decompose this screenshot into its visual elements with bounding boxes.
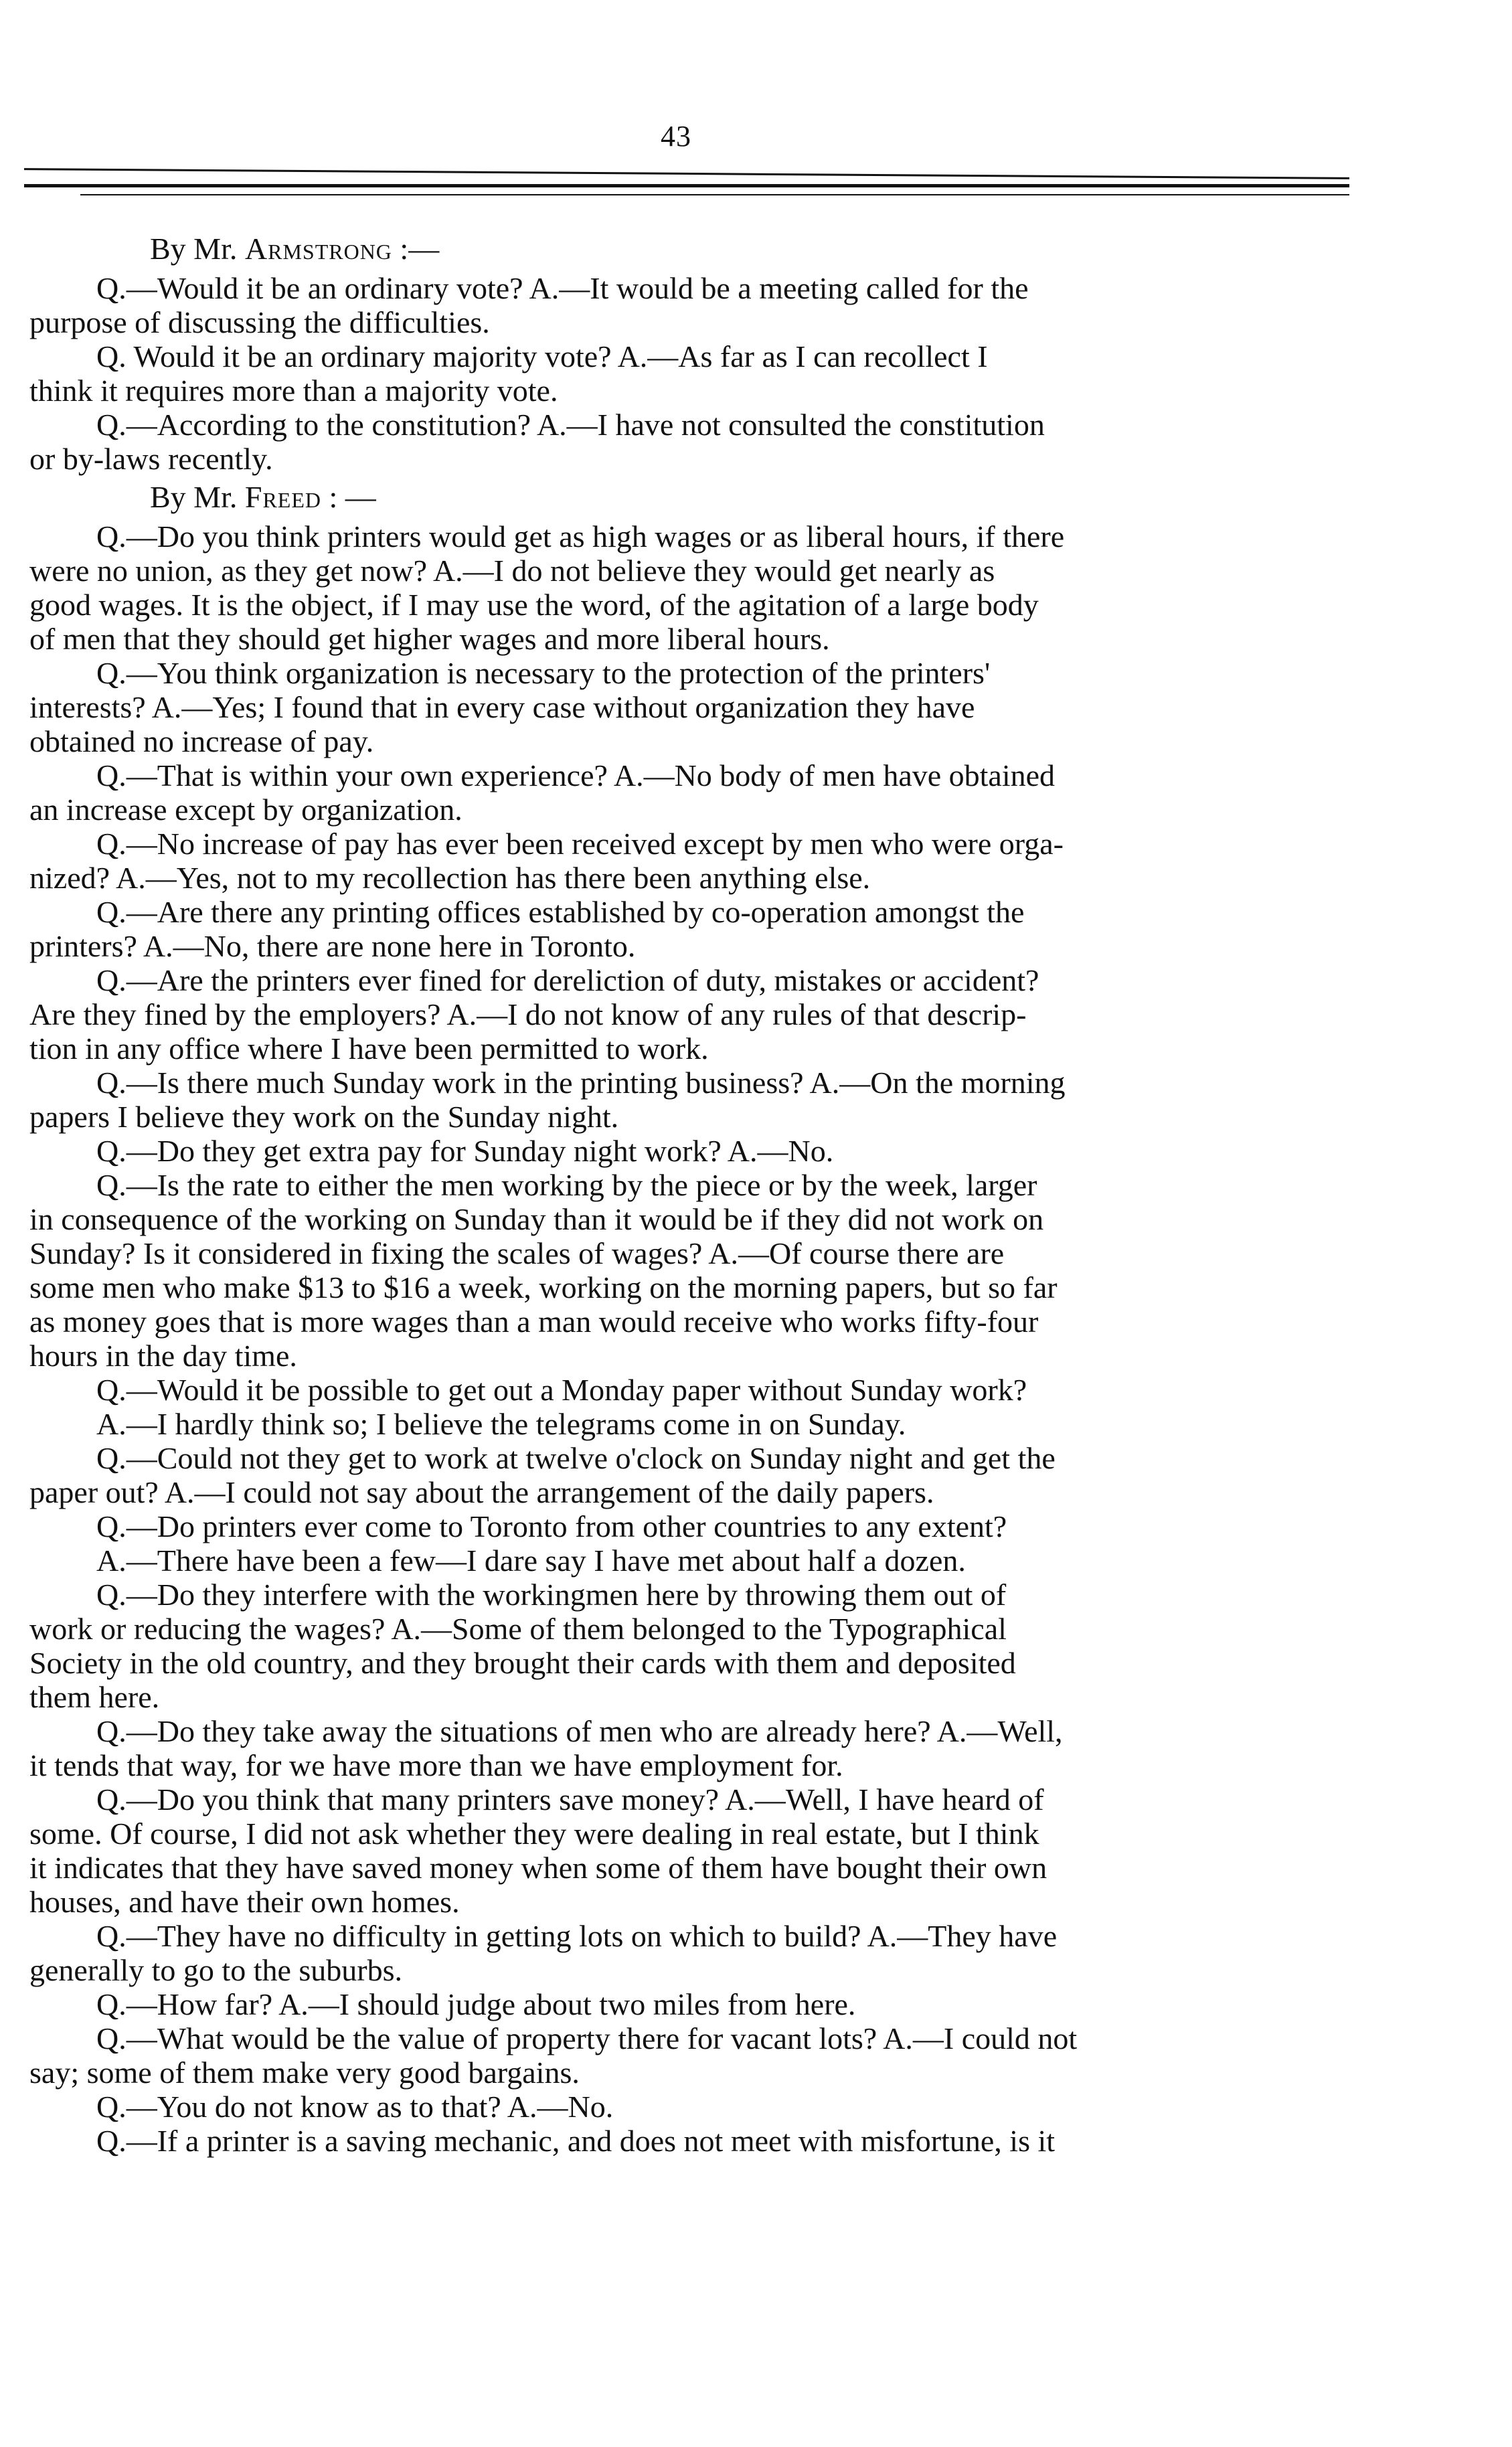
text-line: were no union, as they get now? A.—I do not believe they would get nearly as (29, 554, 995, 588)
text-line: Q.—Are the printers ever fined for dereliction of duty, mistakes or accident? (96, 963, 1039, 997)
text-line: Q.—No increase of pay has ever been received except by men who were orga- (96, 827, 1064, 861)
text-line: Q.—Would it be an ordinary vote? A.—It would be a meeting called for the (96, 271, 1029, 305)
text-line: Are they fined by the employers? A.—I do not know of any rules of that descrip- (29, 997, 1027, 1031)
text-line: obtained no increase of pay. (29, 724, 374, 758)
body-text (29, 228, 1351, 2158)
text-line: Q.—Are there any printing offices established by co-operation amongst the (96, 895, 1025, 929)
text-line: tion in any office where I have been permitted to work. (29, 1031, 709, 1066)
text-line: say; some of them make very good bargains. (29, 2055, 580, 2090)
text-line: Q.—Do they get extra pay for Sunday night work? A.—No. (96, 1134, 834, 1168)
text-line: Q.—Do you think printers would get as high wages or as liberal hours, if there (96, 519, 1065, 554)
header-rule-middle (24, 184, 1349, 187)
text-line: as money goes that is more wages than a man would receive who works fifty-four (29, 1304, 1039, 1339)
header-rule-top (24, 168, 1349, 179)
text-line: houses, and have their own homes. (29, 1885, 460, 1919)
text-line: think it requires more than a majority vote. (29, 373, 558, 408)
text-line: Q.—How far? A.—I should judge about two miles from here. (96, 1987, 856, 2021)
text-line: Q.—Do they interfere with the workingmen here by throwing them out of (96, 1578, 1007, 1612)
text-line: Q.—Is there much Sunday work in the printing business? A.—On the morning (96, 1066, 1066, 1100)
text-line: papers I believe they work on the Sunday night. (29, 1100, 619, 1134)
text-line: purpose of discussing the difficulties. (29, 305, 490, 339)
text-line: Q.—Do printers ever come to Toronto from other countries to any extent? (96, 1509, 1007, 1543)
text-line: Q.—Do they take away the situations of men who are already here? A.—Well, (96, 1714, 1063, 1748)
text-line: them here. (29, 1680, 160, 1714)
testimony-freed (29, 519, 1351, 2158)
text-line: interests? A.—Yes; I found that in every case without organization they have (29, 690, 975, 724)
text-line: good wages. It is the object, if I may use the word, of the agitation of a large body (29, 588, 1039, 622)
text-line: Society in the old country, and they brought their cards with them and deposited (29, 1646, 1016, 1680)
text-line: Q. Would it be an ordinary majority vote? A.—As far as I can recollect I (96, 339, 988, 373)
text-line: of men that they should get higher wages and more liberal hours. (29, 622, 830, 656)
text-line: A.—I hardly think so; I believe the telegrams come in on Sunday. (96, 1407, 906, 1441)
text-line: some. Of course, I did not ask whether they were dealing in real estate, but I think (29, 1817, 1039, 1851)
testimony-armstrong (29, 271, 1351, 476)
text-line: Q.—You do not know as to that? A.—No. (96, 2090, 614, 2124)
speaker-heading-freed: By Mr. Freed : — (150, 480, 376, 514)
text-line: Q.—You think organization is necessary to the protection of the printers' (96, 656, 991, 690)
text-line: work or reducing the wages? A.—Some of them belonged to the Typographical (29, 1612, 1007, 1646)
text-line: nized? A.—Yes, not to my recollection has there been anything else. (29, 861, 871, 895)
header-rule-bottom (80, 194, 1349, 195)
text-line: in consequence of the working on Sunday than it would be if they did not work on (29, 1202, 1044, 1236)
text-line: Q.—Could not they get to work at twelve o'clock on Sunday night and get the (96, 1441, 1056, 1475)
text-line: Q.—They have no difficulty in getting lots on which to build? A.—They have (96, 1919, 1058, 1953)
text-line: printers? A.—No, there are none here in Toronto. (29, 929, 636, 963)
text-line: Q.—What would be the value of property there for vacant lots? A.—I could not (96, 2021, 1078, 2055)
text-line: A.—There have been a few—I dare say I have met about half a dozen. (96, 1543, 966, 1578)
text-line: Q.—Do you think that many printers save money? A.—Well, I have heard of (96, 1782, 1044, 1817)
text-line: it indicates that they have saved money when some of them have bought their own (29, 1851, 1047, 1885)
text-line: paper out? A.—I could not say about the arrangement of the daily papers. (29, 1475, 934, 1509)
text-line: it tends that way, for we have more than we have employment for. (29, 1748, 843, 1782)
text-line: hours in the day time. (29, 1339, 297, 1373)
text-line: Q.—Would it be possible to get out a Monday paper without Sunday work? (96, 1373, 1027, 1407)
text-line: Q.—That is within your own experience? A.—No body of men have obtained (96, 758, 1056, 792)
text-line: Sunday? Is it considered in fixing the scales of wages? A.—Of course there are (29, 1236, 1005, 1270)
text-line: generally to go to the suburbs. (29, 1953, 403, 1987)
page-number: 43 (661, 120, 691, 153)
text-line: Q.—Is the rate to either the men working by the piece or by the week, larger (96, 1168, 1037, 1202)
text-line: some men who make $13 to $16 a week, working on the morning papers, but so far (29, 1270, 1058, 1304)
text-line: or by-laws recently. (29, 442, 273, 476)
text-line: Q.—If a printer is a saving mechanic, and does not meet with misfortune, is it (96, 2124, 1056, 2158)
speaker-heading-armstrong: By Mr. Armstrong :— (150, 232, 440, 266)
text-line: an increase except by organization. (29, 792, 463, 827)
text-line: Q.—According to the constitution? A.—I have not consulted the constitution (96, 408, 1045, 442)
